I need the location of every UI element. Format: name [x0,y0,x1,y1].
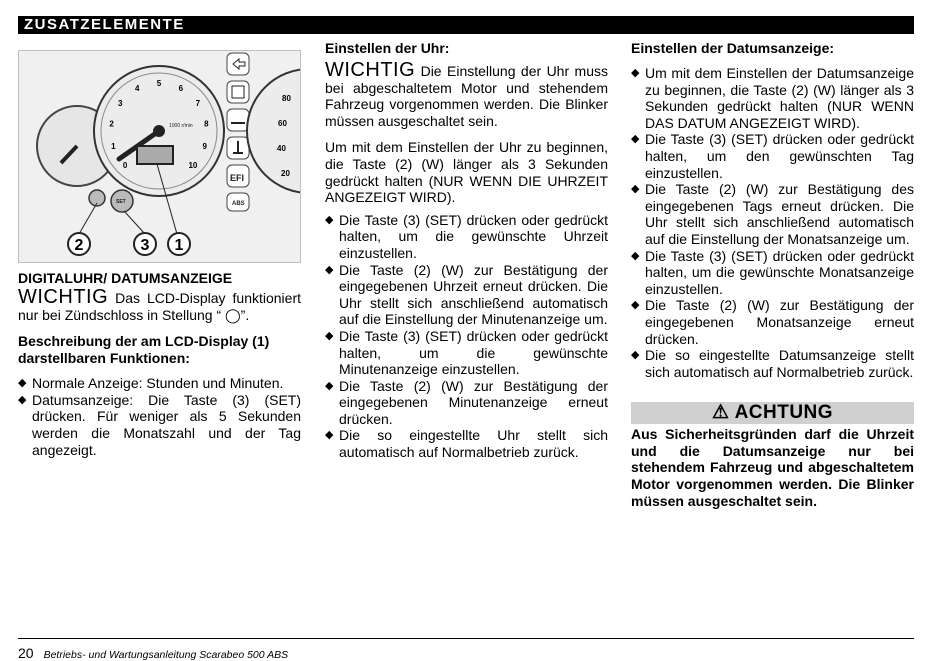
list-item: ◆ Die Taste (3) (SET) drücken oder gedrückt halten, um den gewünschten Tag einzustellen. [631,131,914,181]
callout-3 [134,233,156,255]
footer-divider [18,638,914,639]
abs-light-label: ABS [232,201,245,207]
set-button-label: SET [116,199,126,205]
lcd-display [137,146,173,164]
list-item: ◆ Die Taste (2) (W) zur Bestätigung der eingegebenen Monatsanzeige erneut drücken. [631,297,914,347]
instrument-cluster-illustration [18,50,301,263]
tach-tick-label: 5 [156,79,162,88]
list-item: ◆ Normale Anzeige: Stunden und Minuten. [18,375,301,392]
tach-tick-label: 8 [204,119,209,129]
wichtig-word: WICHTIG [18,286,109,308]
list-item: ◆ Die Taste (3) (SET) drücken oder gedrückt halten, um die gewünschte Uhrzeit einzustellen. [325,212,608,262]
tach-tick-label: 1 [111,141,116,151]
lcd-functions-list [18,375,301,458]
column-3 [631,40,914,509]
tach-tick-label: 6 [178,84,184,94]
tach-tick-label: 4 [134,84,140,94]
tach-tick-label: 0 [122,160,128,170]
warning-text: Aus Sicherheitsgründen darf die Uhrzeit und die Datumsanzeige nur bei stehendem Fahrzeug und abgeschaltetem Motor vorgenommen werden. Die Blinker müssen ausgeschaltet sein. [631,426,914,509]
list-item: ◆ Um mit dem Einstellen der Datumsanzeige zu beginnen, die Taste (2) (W) länger als 3 Sekunden gedrückt halten (NUR WENN DAS DATUM ANGEZEIGT WIRD). [631,65,914,131]
warning-banner [631,402,914,424]
section-heading-digital-clock: DIGITALUHR/ DATUMSANZEIGE [18,270,233,286]
page-number: 20 [18,645,34,661]
warning-triangle-icon: ⚠ [711,402,730,424]
warning-lights [227,53,249,211]
list-item: ◆ Die so eingestellte Uhr stellt sich automatisch auf Normalbetrieb zurück. [325,427,608,460]
svg-text:2: 2 [74,237,84,254]
tach-tick-label: 10 [188,160,198,170]
tach-tick-label: 2 [109,119,114,129]
list-item: ◆ Die Taste (3) (SET) drücken oder gedrückt halten, um die gewünschte Monatsanzeige einzustellen. [631,248,914,298]
warning-title: ACHTUNG [734,402,834,424]
column-2 [325,40,608,461]
wichtig-note-2 [325,59,608,129]
footer-text: Betriebs- und Wartungsanleitung Scarabeo 500 ABS [43,649,289,661]
section-header [18,16,914,34]
wichtig-text: Das LCD-Display funktioniert nur bei Zündschloss in Stellung “ ◯”. [18,290,301,323]
speed-tick-label: 60 [278,119,287,128]
page-footer [18,645,288,661]
tach-tick-label: 7 [195,98,201,108]
section-title: ZUSATZELEMENTE [24,16,185,33]
rpm-unit-label: 1000 r/min [169,123,193,129]
section-heading-date-setting: Einstellen der Datumsanzeige: [631,40,835,56]
list-item: ◆ Die so eingestellte Datumsanzeige stellt sich automatisch auf Normalbetrieb zurück. [631,347,914,380]
wichtig-text: Die Einstellung der Uhr muss bei abgeschaltetem Motor und stehendem Fahrzeug vorgenommen werden. Die Blinker müssen ausgeschaltet sein. [325,63,608,129]
wichtig-note-1 [18,286,301,323]
svg-text:1: 1 [174,237,184,254]
tach-tick-label: 3 [117,98,123,108]
list-item: ◆ Die Taste (2) (W) zur Bestätigung der eingegebenen Uhrzeit erneut drücken. Die Uhr stellt sich anschließend automatisch auf die Einstellung der Minutenanzeige um. [325,262,608,328]
dashboard-drawing [19,51,301,263]
list-item: ◆ Datumsanzeige: Die Taste (3) (SET) drücken. Für weniger als 5 Sekunden werden die Monatszahl und der Tag angezeigt. [18,392,301,458]
speed-tick-label: 80 [282,94,291,103]
speed-tick-label: 40 [277,144,286,153]
lcd-functions-heading: Beschreibung der am LCD-Display (1) darstellbaren Funktionen: [18,333,270,367]
tach-tick-label: 9 [202,141,207,151]
clock-setting-intro: Um mit dem Einstellen der Uhr zu beginnen, die Taste (2) (W) länger als 3 Sekunden gedrückt halten (NUR WENN DIE UHRZEIT ANGEZEIGT WIRD). [325,139,608,206]
date-setting-steps [631,65,914,380]
callout-2 [68,233,90,255]
wichtig-word: WICHTIG [325,59,416,81]
clock-setting-steps [325,212,608,461]
callout-1 [168,233,190,255]
svg-text:3: 3 [140,237,150,254]
column-1-text [18,270,301,458]
list-item: ◆ Die Taste (2) (W) zur Bestätigung des eingegebenen Tags erneut drücken. Die Uhr stellt sich anschließend automatisch auf die Einstellung der Monatsanzeige um. [631,181,914,247]
list-item: ◆ Die Taste (3) (SET) drücken oder gedrückt halten, um die gewünschte Minutenanzeige einzustellen. [325,328,608,378]
efi-light-label: EFI [230,173,245,183]
speed-tick-label: 20 [281,169,290,178]
section-heading-clock-setting: Einstellen der Uhr: [325,40,450,56]
list-item: ◆ Die Taste (2) (W) zur Bestätigung der eingegebenen Minutenanzeige erneut drücken. [325,378,608,428]
